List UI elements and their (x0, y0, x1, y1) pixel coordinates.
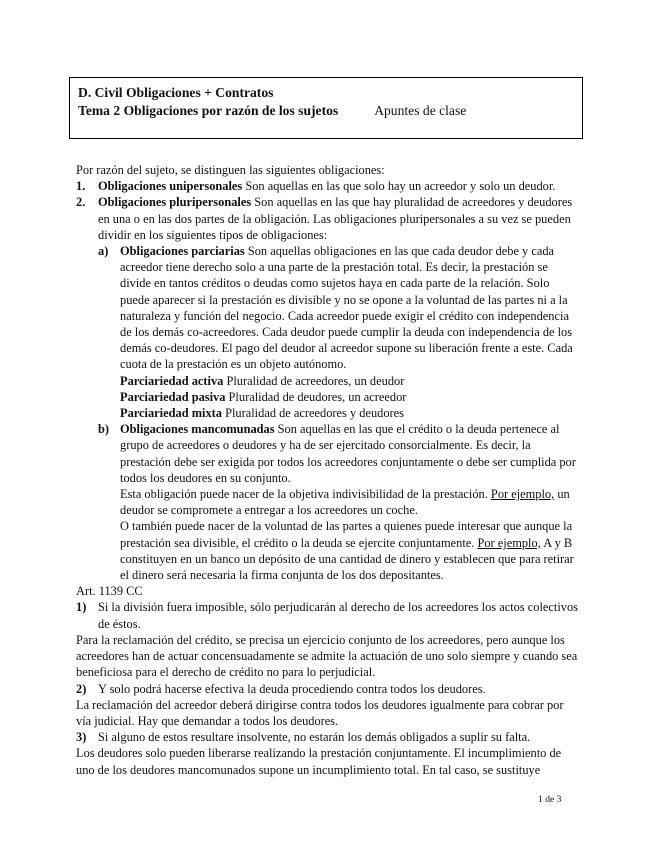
parciariedad-mixta (120, 405, 578, 421)
header-box (69, 77, 583, 139)
rule-1 (76, 599, 578, 631)
notes-label: Apuntes de clase (374, 103, 467, 118)
term: Obligaciones pluripersonales (98, 195, 252, 210)
definition: Son aquellas en las que el crédito o la deuda pertenece al grupo de acreedores o deudores y ha de ser ejercitado consorcialmente. Es decir, la prestación debe ser exigida por todos los acreedores conjuntamente o debe ser cumplida por todos los deudores en su conjunto. (120, 422, 576, 485)
text: O también puede nacer de la voluntad de las partes a quienes puede interesar que aunque la prestación sea divisible, el crédito o la deuda se ejercite conjuntamente. (120, 519, 573, 550)
term: Parciariedad activa (120, 373, 224, 388)
example-label: Por ejemplo, (477, 535, 541, 550)
document-body (76, 162, 578, 778)
rule-text: Si la división fuera imposible, sólo perjudicarán al derecho de los acreedores los actos colectivos de éstos. (98, 600, 578, 631)
example-paragraph-1 (120, 486, 578, 518)
text: Esta obligación puede nacer de la objetiva indivisibilidad de la prestación. (120, 487, 491, 502)
course-title: D. Civil Obligaciones + Contratos (78, 85, 274, 100)
term: Obligaciones unipersonales (98, 179, 243, 194)
paragraph-insolvencia: Los deudores solo pueden liberarse realizando la prestación conjuntamente. El incumplimiento de uno de los deudores mancomunados supone un incumplimiento total. En tal caso, se sustituye (76, 746, 562, 777)
example-paragraph-2 (120, 518, 578, 583)
definition: Pluralidad de deudores, un acreedor (225, 389, 407, 404)
definition: Pluralidad de acreedores, un deudor (223, 373, 405, 388)
list-item-parciarias (98, 243, 578, 373)
list-item-pluripersonales (76, 194, 578, 243)
text: un deudor se compromete a entregar a los acreedores un coche. (120, 487, 570, 518)
article-reference: Art. 1139 CC (76, 584, 143, 599)
parciariedad-activa (120, 373, 578, 389)
parciariedad-pasiva (120, 389, 578, 405)
intro-paragraph: Por razón del sujeto, se distinguen las siguientes obligaciones: (76, 163, 385, 177)
list-item-unipersonales (76, 178, 578, 194)
list-number: 2. (76, 195, 86, 210)
definition: Son aquellas en las que hay pluralidad de acreedores y deudores en una o en las dos partes de la obligación. Las obligaciones pluripersonales a su vez se pueden dividir en los siguientes tipos de obligaciones: (98, 195, 573, 242)
list-letter: a) (98, 244, 109, 259)
rule-number: 2) (76, 681, 87, 696)
rule-number: 1) (76, 600, 87, 615)
definition: Pluralidad de acreedores y deudores (221, 406, 404, 421)
term: Parciariedad mixta (120, 406, 222, 421)
term: Obligaciones mancomunadas (120, 422, 275, 437)
definition: Son aquellas en las que solo hay un acreedor y solo un deudor. (242, 179, 556, 194)
page-number: 1 de 3 (538, 794, 562, 805)
rule-number: 3) (76, 730, 87, 745)
paragraph-reclamacion: Para la reclamación del crédito, se precisa un ejercicio conjunto de los acreedores, pero aunque los acreedores han de actuar concensuadamente se admite la actuación de uno solo siempre y cuando sea beneficiosa para el derecho de crédito no para lo perjudicial. (76, 632, 578, 680)
rule-text: Si alguno de estos resultare insolvente, no estarán los demás obligados a suplir su falta. (98, 730, 531, 745)
example-label: Por ejemplo, (490, 487, 555, 502)
rule-text: Y solo podrá hacerse efectiva la deuda procediendo contra todos los deudores. (98, 681, 486, 696)
topic-line (78, 102, 574, 120)
term: Parciariedad pasiva (120, 389, 226, 404)
term: Obligaciones parciarias (120, 244, 245, 259)
list-number: 1. (76, 179, 86, 194)
topic-title: Tema 2 Obligaciones por razón de los sujetos (78, 103, 339, 118)
list-letter: b) (98, 422, 110, 437)
rule-3 (76, 729, 578, 745)
list-item-mancomunadas (98, 421, 578, 486)
rule-2 (76, 681, 578, 697)
paragraph-deudores: La reclamación del acreedor deberá dirigirse contra todos los deudores igualmente para cobrar por vía judicial. Hay que demandar a todos los deudores. (76, 697, 564, 728)
text: A y B constituyen en un banco un depósito de una cantidad de dinero y establecen que para retirar el dinero será necesaria la firma conjunta de los dos depositantes. (120, 535, 574, 583)
definition: Son aquellas obligaciones en las que cada deudor debe y cada acreedor tiene derecho solo a una parte de la prestación total. Es decir, la prestación se divide en tantos créditos o deudas como sujetos haya en cada parte de la relación. Solo puede aparecer si la prestación es divisible y no se opone a la voluntad de las partes ni a la naturaleza y función del negocio. Cada acreedor puede exigir el crédito con independencia de los demás co-acreedores. Cada deudor puede cumplir la deuda con independencia de los demás co-deudores. El pago del deudor al acreedor supone su liberación frente a este. Cada cuota de la prestación es un objeto autónomo. (120, 244, 573, 372)
